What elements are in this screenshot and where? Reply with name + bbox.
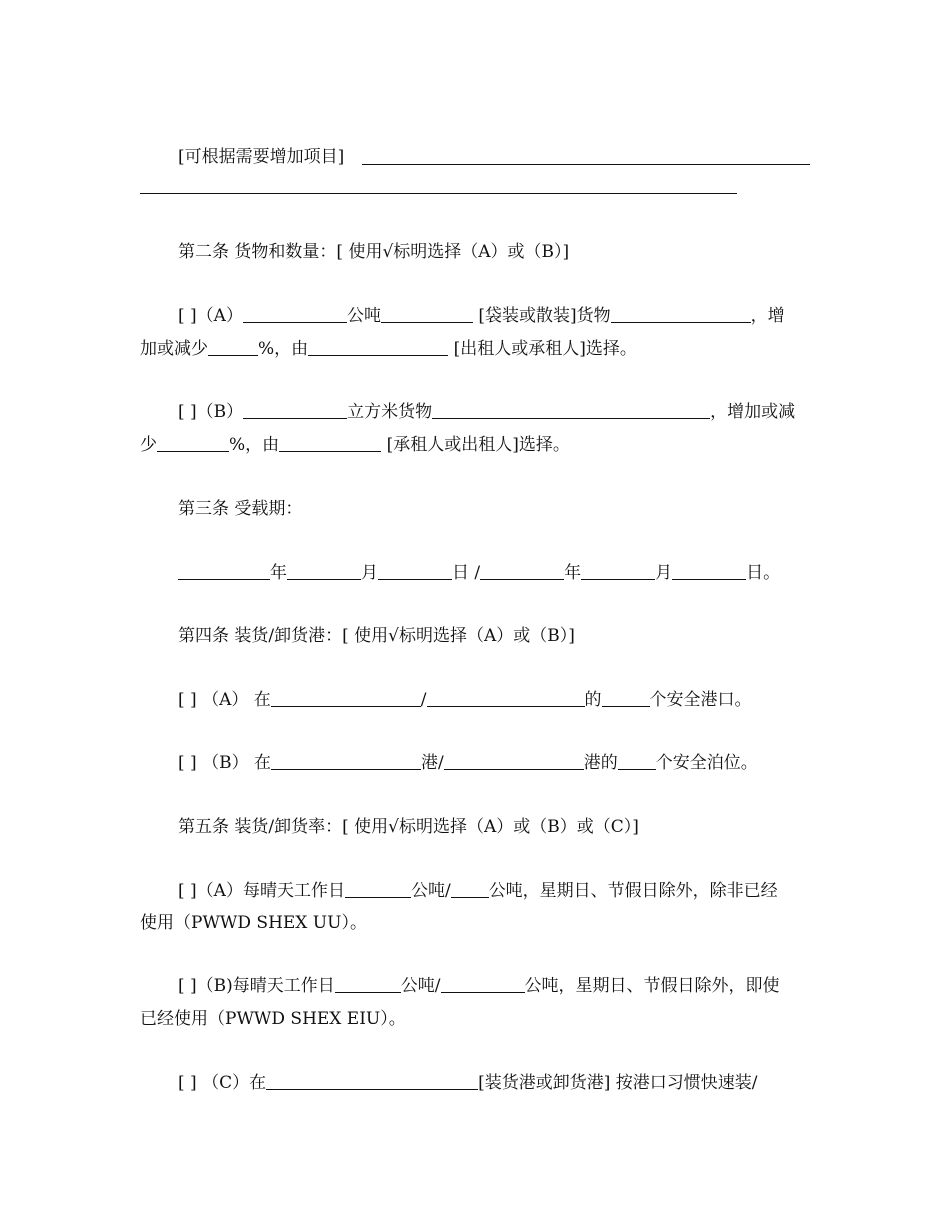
- article-2-option-a: [178, 305, 785, 327]
- blank[interactable]: [581, 562, 655, 580]
- text: 的: [584, 690, 602, 710]
- blank[interactable]: [243, 401, 347, 419]
- article-5-option-b-line2: 已经使用（PWWD SHEX EIU）。: [140, 1009, 406, 1029]
- checkbox[interactable]: [ ] （A） 在: [178, 690, 271, 710]
- article-2-option-b-line2: [140, 434, 570, 456]
- article-2-option-b: [178, 401, 795, 423]
- checkbox[interactable]: [ ]（A）每晴天工作日: [178, 881, 345, 901]
- text: 港/: [420, 753, 444, 773]
- article-5-option-a: [178, 880, 778, 902]
- blank[interactable]: [271, 689, 421, 707]
- blank[interactable]: [451, 880, 489, 898]
- article-3-heading: 第三条 受载期：: [178, 499, 303, 519]
- text: %，由: [258, 339, 309, 359]
- text: 公吨: [346, 306, 381, 326]
- text: 日 /: [452, 563, 481, 583]
- blank[interactable]: [441, 975, 525, 993]
- blank[interactable]: [602, 689, 650, 707]
- text: 公吨，星期日、节假日除外，即使: [524, 976, 780, 996]
- blank[interactable]: [618, 752, 656, 770]
- blank[interactable]: [208, 338, 258, 356]
- blank[interactable]: [308, 338, 448, 356]
- text: 少: [140, 435, 157, 455]
- text: [袋装或散装]货物: [478, 306, 611, 326]
- blank[interactable]: [157, 434, 229, 452]
- text: %，由: [229, 435, 280, 455]
- checkbox[interactable]: [ ]（A）: [178, 306, 243, 326]
- blank-line: [362, 164, 810, 165]
- text: 月: [361, 563, 378, 583]
- text: 立方米货物: [347, 402, 433, 422]
- article-5-option-b: [178, 975, 780, 997]
- blank[interactable]: [378, 562, 452, 580]
- article-5-option-c: [178, 1072, 758, 1094]
- blank[interactable]: [243, 305, 347, 323]
- blank[interactable]: [427, 689, 585, 707]
- blank-line: [140, 193, 737, 194]
- article-2-heading: 第二条 货物和数量：[ 使用√标明选择（A）或（B）]: [178, 242, 570, 262]
- blank[interactable]: [480, 562, 564, 580]
- text: 日。: [746, 563, 781, 583]
- article-5-option-a-line2: 使用（PWWD SHEX UU）。: [140, 913, 367, 933]
- blank[interactable]: [287, 562, 361, 580]
- text: 年: [564, 563, 582, 583]
- text: ，增加或减: [710, 402, 796, 422]
- blank[interactable]: [345, 880, 411, 898]
- blank[interactable]: [611, 305, 751, 323]
- blank[interactable]: [432, 401, 710, 419]
- text: 月: [655, 563, 673, 583]
- blank[interactable]: [178, 562, 270, 580]
- blank[interactable]: [335, 975, 401, 993]
- text: 加或减少: [140, 339, 208, 359]
- text: 个安全港口。: [649, 690, 752, 710]
- text: 公吨/: [410, 881, 451, 901]
- text: 公吨/: [400, 976, 441, 996]
- blank[interactable]: [444, 752, 584, 770]
- blank[interactable]: [279, 434, 381, 452]
- text: 年: [270, 563, 287, 583]
- text: /: [420, 690, 427, 710]
- checkbox[interactable]: [ ]（B）: [178, 402, 244, 422]
- article-4-option-a: [178, 689, 752, 711]
- placeholder-label: [可根据需要增加项目]: [178, 147, 345, 167]
- text: [承租人或出租人]选择。: [386, 435, 570, 455]
- text: ，增: [750, 306, 785, 326]
- checkbox[interactable]: [ ] （B） 在: [178, 753, 271, 773]
- checkbox[interactable]: [ ]（B)每晴天工作日: [178, 976, 335, 996]
- text: [出租人或承租人]选择。: [453, 339, 637, 359]
- text: 公吨，星期日、节假日除外，除非已经: [488, 881, 778, 901]
- checkbox[interactable]: [ ] （C）在: [178, 1073, 267, 1093]
- blank[interactable]: [271, 752, 421, 770]
- text: 个安全泊位。: [655, 753, 758, 773]
- article-2-option-a-line2: [140, 338, 637, 360]
- blank[interactable]: [381, 305, 473, 323]
- text: [装货港或卸货港] 按港口习惯快速装/: [478, 1073, 758, 1093]
- blank[interactable]: [672, 562, 746, 580]
- article-4-option-b: [178, 752, 758, 774]
- blank[interactable]: [266, 1072, 478, 1090]
- article-5-heading: 第五条 装货/卸货率：[ 使用√标明选择（A）或（B）或（C）]: [178, 817, 639, 837]
- article-3-dates: [178, 562, 780, 584]
- article-4-heading: 第四条 装货/卸货港：[ 使用√标明选择（A）或（B）]: [178, 626, 575, 646]
- text: 港的: [583, 753, 618, 773]
- intro-line: [178, 146, 344, 168]
